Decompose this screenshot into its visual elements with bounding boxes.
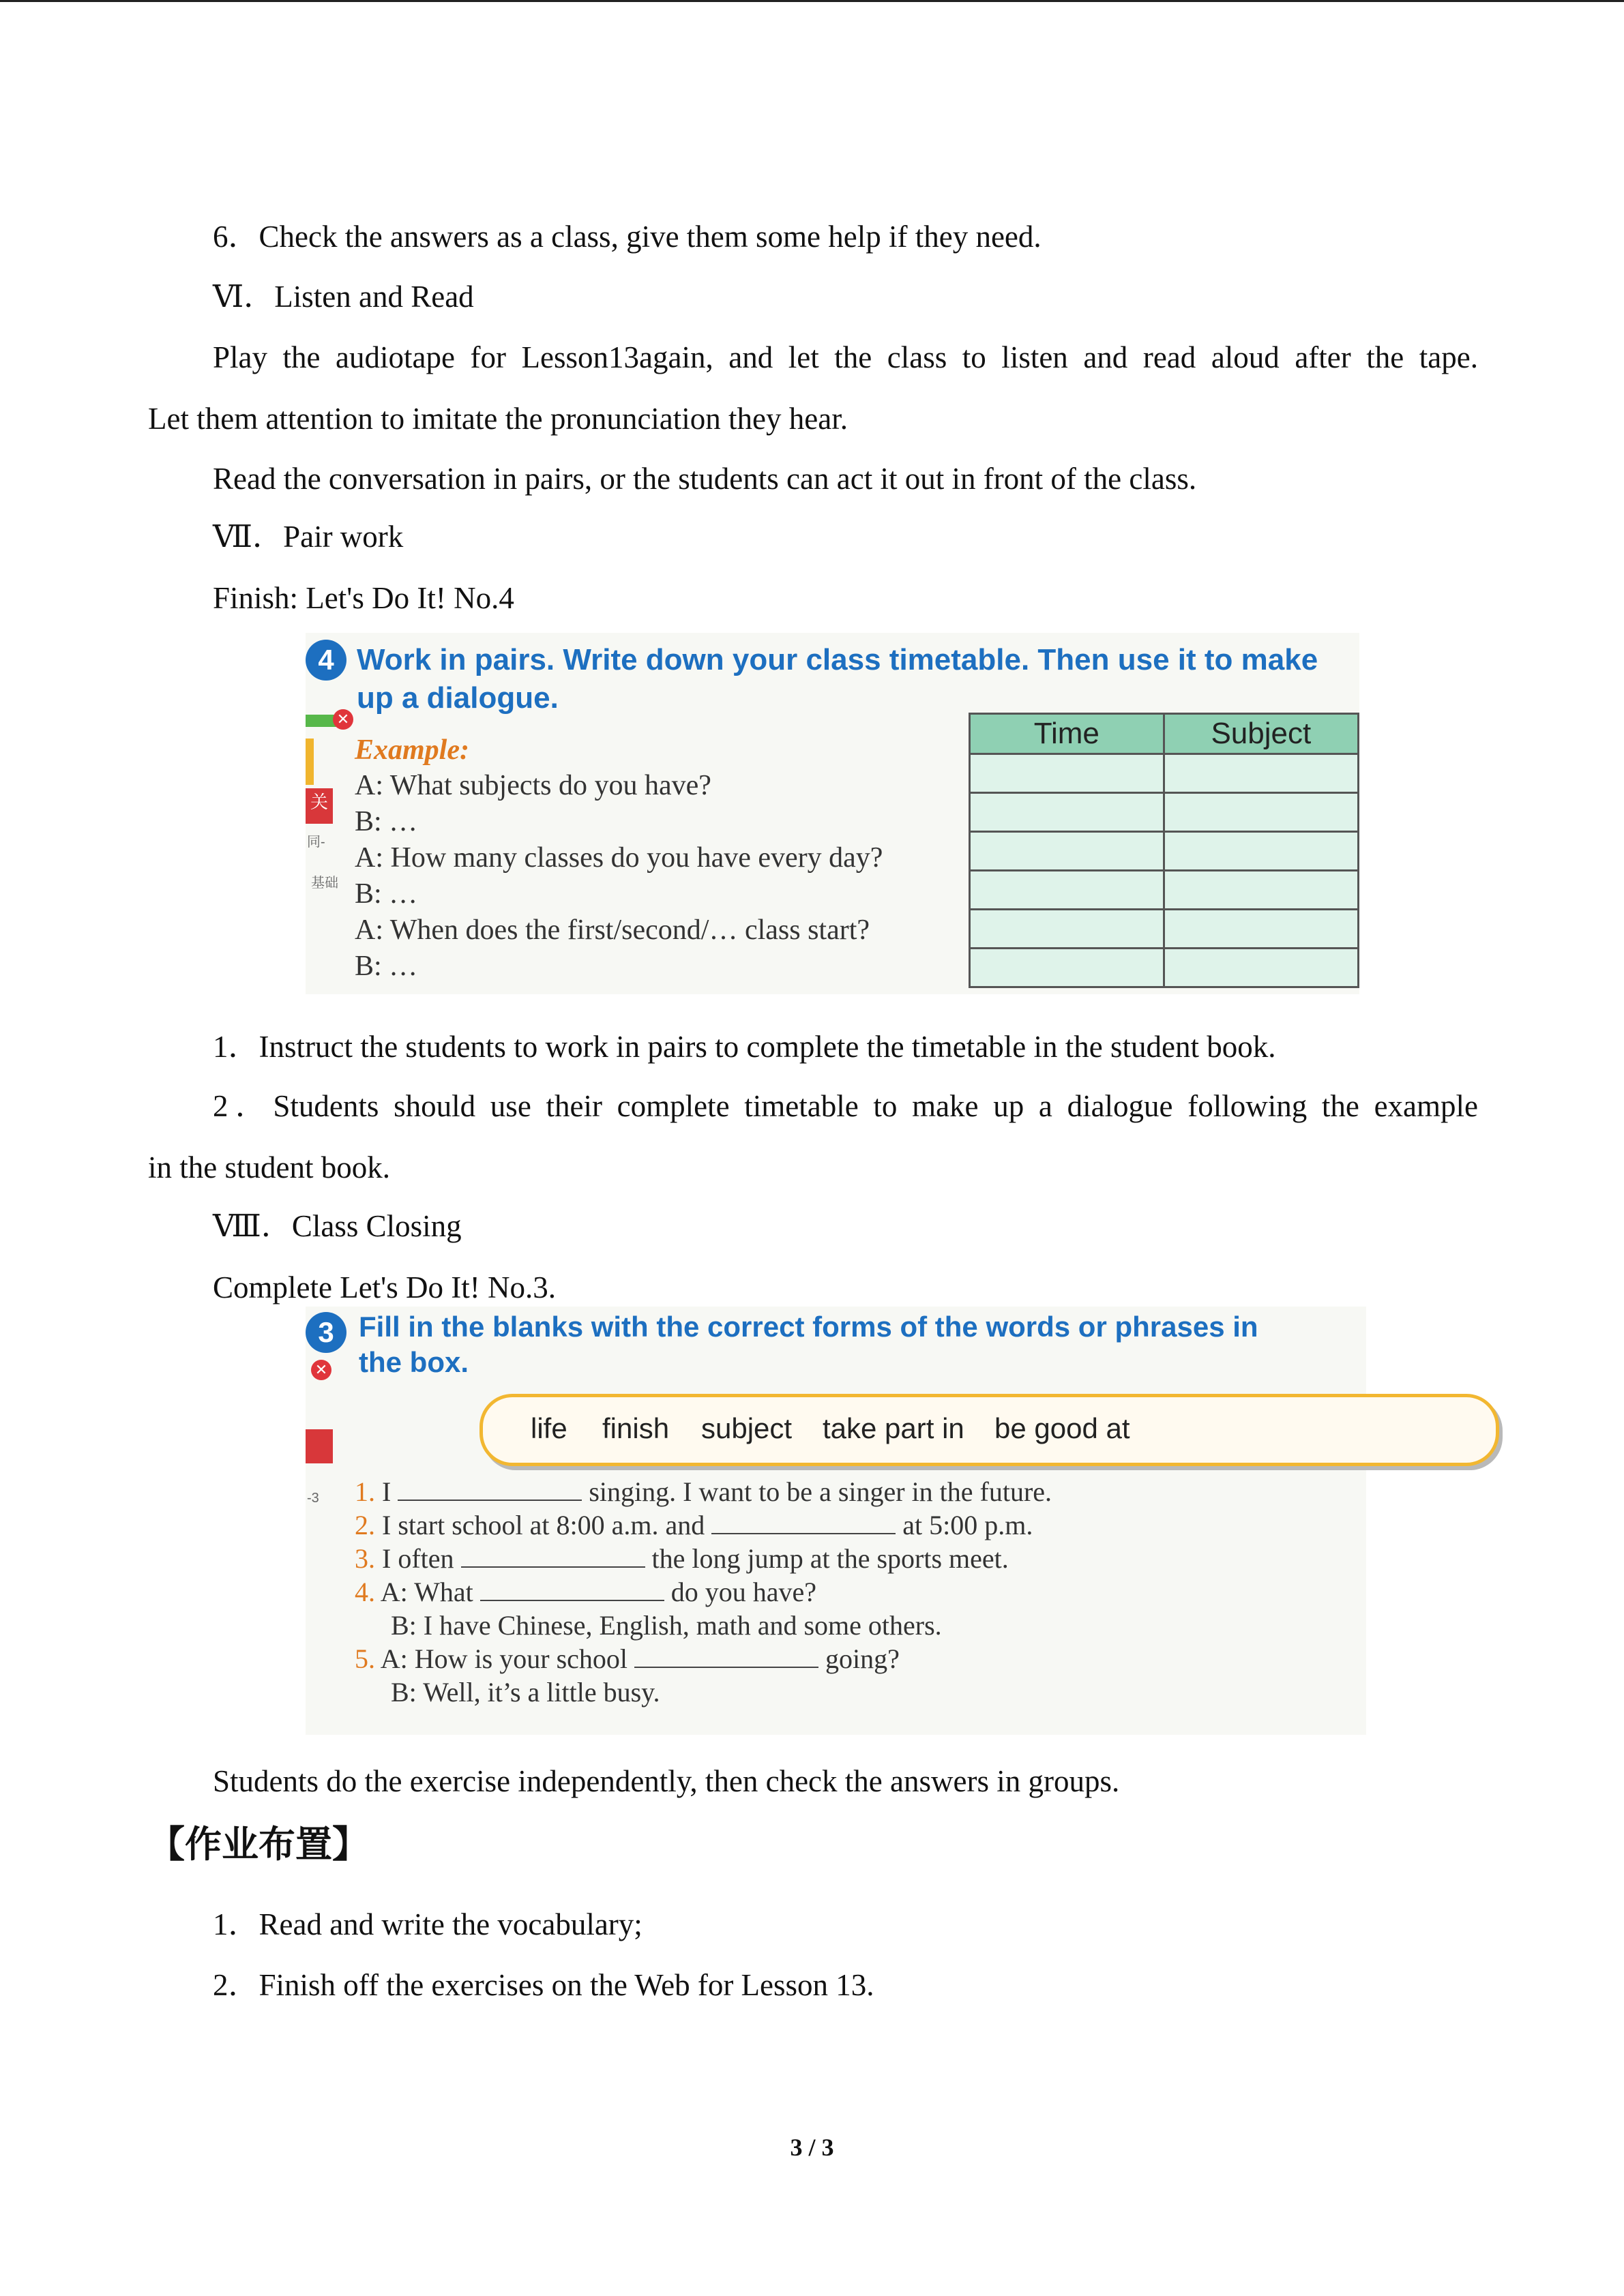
word-box-item: finish	[602, 1412, 670, 1444]
step-6-text: 6．Check the answers as a class, give them some help if they need.	[213, 220, 1042, 254]
timetable-cell	[970, 754, 1164, 793]
timetable-cell	[1164, 949, 1358, 987]
listen-read-paragraph-line1: Play the audiotape for Lesson13again, and let the class to listen and read aloud after the tape.	[213, 340, 1478, 374]
timetable-cell	[1164, 832, 1358, 871]
timetable-cell	[970, 832, 1164, 871]
page-number: 3 / 3	[790, 2134, 834, 2161]
timetable-cell	[970, 793, 1164, 832]
timetable-row	[970, 871, 1359, 910]
timetable	[969, 713, 1359, 988]
side-mini-label: -3	[307, 1491, 319, 1506]
answer-blank	[480, 1578, 664, 1601]
exercise-4-figure	[306, 633, 1359, 994]
word-box	[479, 1394, 1499, 1466]
answer-blank	[634, 1645, 818, 1668]
dialogue-line: A: When does the first/second/… class start?	[355, 914, 870, 946]
close-icon: ✕	[333, 709, 353, 730]
dialogue-line: B: …	[355, 878, 418, 910]
instruction-2-line2: in the student book.	[148, 1150, 390, 1184]
timetable-cell	[970, 949, 1164, 987]
exercise-4-title-line1: Work in pairs. Write down your class timetable. Then use it to make	[357, 643, 1318, 676]
word-box-item: subject	[701, 1412, 793, 1444]
section-6-heading: Ⅵ．Listen and Read	[213, 280, 474, 314]
instruction-2-line1: 2．Students should use their complete timetable to make up a dialogue following the example	[213, 1089, 1478, 1123]
timetable-cell	[1164, 754, 1358, 793]
finish-no4-text: Finish: Let's Do It! No.4	[213, 581, 514, 615]
complete-no3-text: Complete Let's Do It! No.3.	[213, 1270, 557, 1304]
exercise-3-badge: 3	[306, 1312, 346, 1353]
word-box-item: life	[531, 1412, 567, 1444]
section-8-heading: Ⅷ．Class Closing	[213, 1209, 462, 1243]
example-label: Example:	[355, 734, 469, 766]
side-yellow-tab	[306, 739, 314, 785]
side-mini-label-1: 同-	[307, 835, 325, 850]
homework-item-2: 2．Finish off the exercises on the Web for Lesson 13.	[213, 1968, 874, 2002]
side-mini-label-2: 基础	[311, 876, 338, 891]
exercise-4-title-line2: up a dialogue.	[357, 681, 559, 715]
instruction-1-text: 1．Instruct the students to work in pairs to complete the timetable in the student book.	[213, 1030, 1276, 1064]
exercise-item-3: 3. I often the long jump at the sports meet.	[355, 1543, 1009, 1574]
listen-read-paragraph-line2: Let them attention to imitate the pronunciation they hear.	[148, 402, 848, 436]
timetable-cell	[970, 871, 1164, 910]
exercise-item-4-answer: B: I have Chinese, English, math and some others.	[391, 1610, 942, 1641]
dialogue-line: B: …	[355, 951, 418, 982]
word-box-item: be good at	[994, 1412, 1130, 1444]
dialogue-line: B: …	[355, 806, 418, 837]
answer-blank	[398, 1478, 582, 1501]
timetable-cell	[1164, 910, 1358, 949]
homework-heading: 【作业布置】	[148, 1823, 369, 1866]
page-top-border	[0, 0, 1624, 2]
exercise-4-badge: 4	[306, 640, 346, 681]
timetable-row	[970, 754, 1359, 793]
exercise-item-1: 1. I singing. I want to be a singer in the future.	[355, 1476, 1052, 1507]
timetable-row	[970, 832, 1359, 871]
exercise-3-title-line2: the box.	[359, 1346, 469, 1378]
answer-blank	[461, 1545, 645, 1568]
read-pairs-text: Read the conversation in pairs, or the students can act it out in front of the class.	[213, 462, 1197, 496]
answer-blank	[711, 1511, 896, 1534]
exercise-item-4: 4. A: What do you have?	[355, 1577, 816, 1607]
timetable-cell	[1164, 871, 1358, 910]
students-do-text: Students do the exercise independently, then check the answers in groups.	[213, 1764, 1120, 1798]
timetable-row	[970, 949, 1359, 987]
dialogue-line: A: What subjects do you have?	[355, 770, 711, 801]
timetable-row	[970, 910, 1359, 949]
exercise-item-5-answer: B: Well, it’s a little busy.	[391, 1677, 660, 1708]
section-7-heading: Ⅶ．Pair work	[213, 520, 404, 554]
timetable-row	[970, 793, 1359, 832]
timetable-header-time: Time	[970, 714, 1164, 754]
word-box-item: take part in	[823, 1412, 964, 1444]
exercise-item-2: 2. I start school at 8:00 a.m. and at 5:00 p.m.	[355, 1510, 1033, 1540]
timetable-cell	[1164, 793, 1358, 832]
homework-item-1: 1．Read and write the vocabulary;	[213, 1907, 643, 1941]
close-icon: ✕	[311, 1360, 331, 1380]
side-red-tab	[306, 1429, 333, 1463]
exercise-3-title-line1: Fill in the blanks with the correct forms of the words or phrases in	[359, 1311, 1258, 1343]
timetable-header-subject: Subject	[1164, 714, 1358, 754]
timetable-cell	[970, 910, 1164, 949]
dialogue-line: A: How many classes do you have every day?	[355, 842, 883, 874]
exercise-item-5: 5. A: How is your school going?	[355, 1643, 900, 1674]
side-red-tab: 关	[306, 788, 333, 824]
exercise-3-figure	[306, 1307, 1366, 1735]
